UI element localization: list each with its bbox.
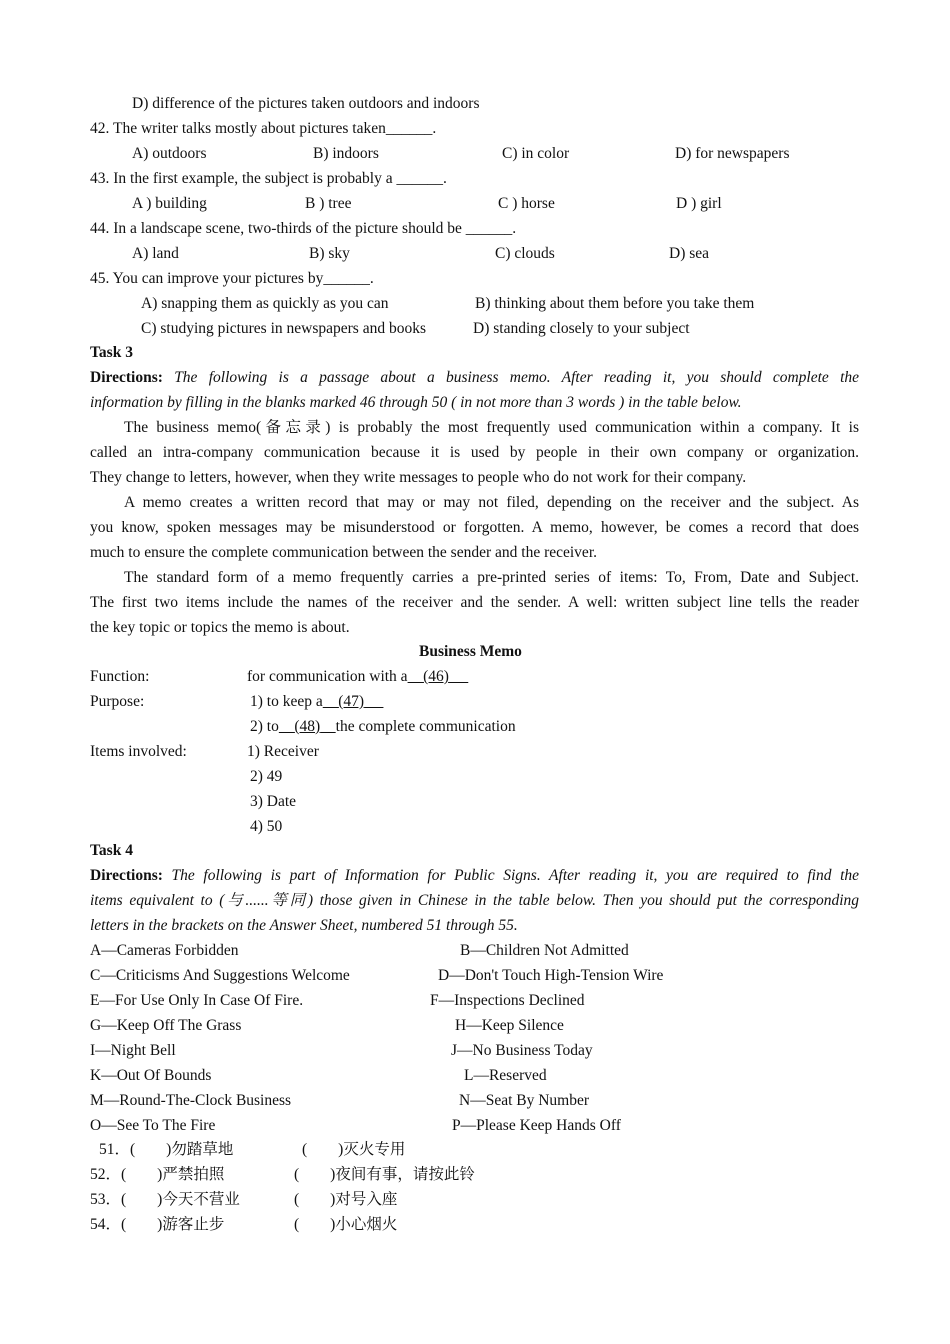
q54-left: 54．( )游客止步 — [90, 1216, 225, 1233]
sign-g: G—Keep Off The Grass — [90, 1017, 242, 1034]
sign-o: O—See To The Fire — [90, 1117, 216, 1134]
q51-right: ( )灭火专用 — [302, 1141, 406, 1158]
sign-d: D—Don't Touch High-Tension Wire — [438, 967, 664, 984]
q44-option-d: D) sea — [669, 245, 710, 262]
memo-items-label: Items involved: — [90, 743, 187, 760]
q53-left: 53．( )今天不营业 — [90, 1191, 240, 1208]
task3-p3-line1: The standard form of a memo frequently carries a pre-printed series of items: To, From, Date and Subject. — [124, 569, 859, 586]
sign-l: L—Reserved — [464, 1067, 547, 1084]
task3-p1-line2: called an intra-company communication because it is used by people in their own company or organization. — [90, 444, 859, 461]
task4-directions-line1 — [90, 866, 859, 886]
sign-k: K—Out Of Bounds — [90, 1067, 212, 1084]
task3-heading: Task 3 — [90, 344, 133, 361]
q43-option-d: D ) girl — [676, 195, 722, 212]
q45-option-b: B) thinking about them before you take them — [475, 295, 755, 312]
task4-directions-line3: letters in the brackets on the Answer Sheet, numbered 51 through 55. — [90, 917, 518, 934]
sign-m: M—Round-The-Clock Business — [90, 1092, 292, 1109]
q51-left: 51．( )勿踏草地 — [99, 1141, 234, 1158]
memo-purpose2-tail: the complete communication — [335, 718, 516, 735]
blank-48: (48) — [294, 718, 321, 735]
sign-j: J—No Business Today — [451, 1042, 593, 1059]
memo-item-4: 4) 50 — [250, 818, 283, 835]
q43-option-a: A ) building — [132, 195, 207, 212]
q43-stem: 43. In the first example, the subject is probably a ______. — [90, 170, 447, 187]
q42-option-d: D) for newspapers — [675, 145, 790, 162]
task4-directions-line2: items equivalent to (与......等同) those given in Chinese in the table below. Then you should put the corresponding — [90, 892, 859, 909]
q44-option-c: C) clouds — [495, 245, 555, 262]
q44-option-b: B) sky — [309, 245, 350, 262]
task3-p1-line3: They change to letters, however, when they write messages to people who do not work for their company. — [90, 469, 747, 486]
blank-47: (47) — [338, 693, 365, 710]
memo-function-text: for communication with a — [247, 668, 408, 685]
memo-purpose2-text: 2) to — [250, 718, 279, 735]
memo-function-label: Function: — [90, 668, 150, 685]
q54-right: ( )小心烟火 — [294, 1216, 398, 1233]
sign-n: N—Seat By Number — [459, 1092, 590, 1109]
memo-function-row — [247, 667, 468, 687]
task3-directions-text1: The following is a passage about a business memo. After reading it, you should complete the — [174, 369, 859, 386]
q42-option-b: B) indoors — [313, 145, 379, 162]
sign-p: P—Please Keep Hands Off — [452, 1117, 621, 1134]
q45-stem: 45. You can improve your pictures by______. — [90, 270, 374, 287]
q52-left: 52．( )严禁拍照 — [90, 1166, 225, 1183]
blank-46: (46) — [423, 668, 449, 685]
task3-directions-line2: information by filling in the blanks marked 46 through 50 ( in not more than 3 words ) in the table below. — [90, 394, 742, 411]
sign-e: E—For Use Only In Case Of Fire. — [90, 992, 304, 1009]
task3-p2-line2: you know, spoken messages may be misunderstood or forgotten. A memo, however, be comes a record that does — [90, 519, 859, 536]
q44-option-a: A) land — [132, 245, 179, 262]
q42-option-a: A) outdoors — [132, 145, 207, 162]
memo-item-1: 1) Receiver — [247, 743, 319, 760]
q42-option-c: C) in color — [502, 145, 570, 162]
task3-p3-line2: The first two items include the names of the receiver and the sender. A well: written subject line tells the reader — [90, 594, 859, 611]
sign-a: A—Cameras Forbidden — [90, 942, 239, 959]
memo-purpose-row2 — [250, 717, 516, 737]
memo-purpose-row1 — [250, 692, 383, 712]
task3-p2-line1: A memo creates a written record that may or may not filed, depending on the receiver and the subject. As — [124, 494, 859, 511]
task4-heading: Task 4 — [90, 842, 133, 859]
q41-option-d: D) difference of the pictures taken outdoors and indoors — [132, 95, 480, 112]
q45-option-d: D) standing closely to your subject — [473, 320, 690, 337]
sign-c: C—Criticisms And Suggestions Welcome — [90, 967, 350, 984]
task4-directions-label: Directions: — [90, 867, 163, 884]
task3-directions-label: Directions: — [90, 369, 163, 386]
memo-item-3: 3) Date — [250, 793, 297, 810]
sign-i: I—Night Bell — [90, 1042, 176, 1059]
sign-b: B—Children Not Admitted — [460, 942, 629, 959]
task3-p3-line3: the key topic or topics the memo is about. — [90, 619, 350, 636]
q43-option-c: C ) horse — [498, 195, 555, 212]
sign-f: F—Inspections Declined — [430, 992, 585, 1009]
task3-directions-line1 — [90, 368, 859, 388]
task3-p1-line1: The business memo(备忘录) is probably the most frequently used communication within a company. It is — [124, 419, 859, 436]
memo-purpose-label: Purpose: — [90, 693, 145, 710]
q44-stem: 44. In a landscape scene, two-thirds of the picture should be ______. — [90, 220, 517, 237]
q53-right: ( )对号入座 — [294, 1191, 398, 1208]
q42-stem: 42. The writer talks mostly about pictures taken______. — [90, 120, 437, 137]
q45-option-a: A) snapping them as quickly as you can — [141, 295, 389, 312]
memo-purpose1-text: 1) to keep a — [250, 693, 323, 710]
task4-directions-text1: The following is part of Information for Public Signs. After reading it, you are required to find the — [171, 867, 860, 884]
memo-table-title: Business Memo — [419, 643, 522, 660]
memo-item-2: 2) 49 — [250, 768, 283, 785]
task3-p2-line3: much to ensure the complete communication between the sender and the receiver. — [90, 544, 597, 561]
q52-right: ( )夜间有事，请按此铃 — [294, 1166, 475, 1183]
sign-h: H—Keep Silence — [455, 1017, 564, 1034]
q43-option-b: B ) tree — [305, 195, 352, 212]
q45-option-c: C) studying pictures in newspapers and books — [141, 320, 426, 337]
